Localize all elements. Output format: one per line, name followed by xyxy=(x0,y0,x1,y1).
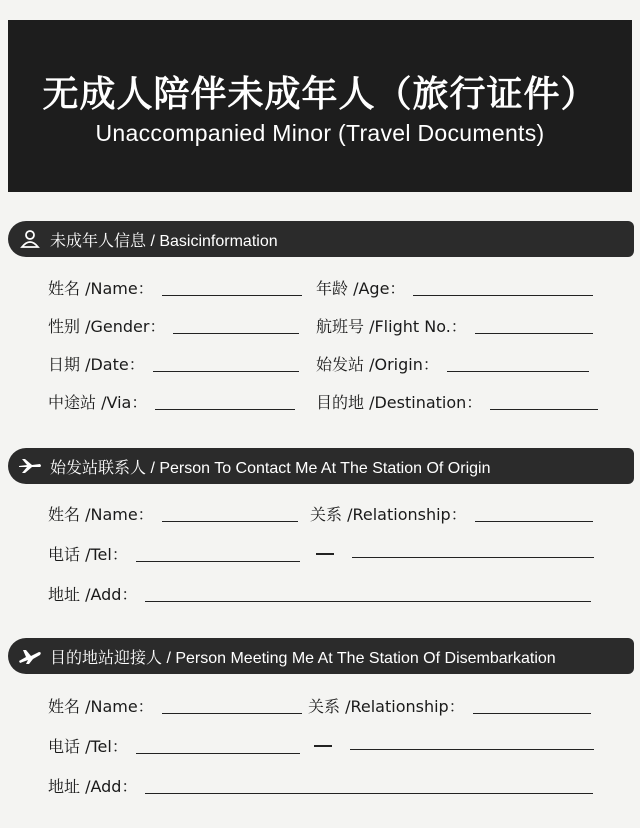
origin-contact-address-label: 地址 /Add： xyxy=(48,585,138,604)
age-field[interactable] xyxy=(316,276,593,299)
origin-contact-name-line[interactable] xyxy=(162,520,298,522)
via-field[interactable] xyxy=(48,390,295,413)
destination-contact-tel-line-2[interactable] xyxy=(350,748,594,750)
section-title-destination-contact: 目的地站迎接人 / Person Meeting Me At The Station Of Disembarkation xyxy=(50,649,556,667)
flight-no-field[interactable] xyxy=(316,314,593,337)
destination-contact-tel-line[interactable] xyxy=(136,752,300,754)
name-line[interactable] xyxy=(162,294,302,296)
airplane-departure-icon xyxy=(16,454,44,478)
destination-label: 目的地 /Destination： xyxy=(316,393,483,412)
destination-contact-relationship-line[interactable] xyxy=(473,712,591,714)
airplane-arrival-icon xyxy=(16,644,44,668)
destination-contact-tel-field[interactable] xyxy=(48,734,300,757)
destination-contact-name-line[interactable] xyxy=(162,712,302,714)
origin-line[interactable] xyxy=(447,370,589,372)
origin-contact-tel-line-2[interactable] xyxy=(352,556,594,558)
destination-contact-tel-dash xyxy=(314,745,332,747)
origin-contact-address-line[interactable] xyxy=(145,600,591,602)
destination-contact-address-label: 地址 /Add： xyxy=(48,777,138,796)
via-line[interactable] xyxy=(155,408,295,410)
name-label: 姓名 /Name： xyxy=(48,279,154,298)
age-line[interactable] xyxy=(413,294,593,296)
section-title-basic-info: 未成年人信息 / Basicinformation xyxy=(50,232,278,250)
via-label: 中途站 /Via： xyxy=(48,393,148,412)
destination-contact-name-field[interactable] xyxy=(48,694,302,717)
destination-contact-address-line[interactable] xyxy=(145,792,593,794)
person-icon xyxy=(16,227,44,251)
date-field[interactable] xyxy=(48,352,299,375)
gender-field[interactable] xyxy=(48,314,299,337)
date-line[interactable] xyxy=(153,370,299,372)
origin-contact-address-field[interactable] xyxy=(48,582,591,605)
destination-contact-address-field[interactable] xyxy=(48,774,593,797)
destination-contact-name-label: 姓名 /Name： xyxy=(48,697,154,716)
origin-contact-relationship-field[interactable] xyxy=(310,502,593,525)
section-title-origin-contact: 始发站联系人 / Person To Contact Me At The Station Of Origin xyxy=(50,459,491,477)
origin-contact-tel-line[interactable] xyxy=(136,560,300,562)
origin-label: 始发站 /Origin： xyxy=(316,355,439,374)
gender-line[interactable] xyxy=(173,332,299,334)
section-header-origin-contact xyxy=(8,448,634,484)
flight-no-label: 航班号 /Flight No.： xyxy=(316,317,467,336)
destination-contact-tel-label: 电话 /Tel： xyxy=(48,737,128,756)
destination-line[interactable] xyxy=(490,408,598,410)
title-english: Unaccompanied Minor (Travel Documents) xyxy=(95,120,545,146)
destination-field[interactable] xyxy=(316,390,598,413)
section-header-basic-info xyxy=(8,221,634,257)
header-banner xyxy=(8,20,632,192)
section-header-destination-contact xyxy=(8,638,634,674)
age-label: 年龄 /Age： xyxy=(316,279,406,298)
destination-contact-relationship-field[interactable] xyxy=(308,694,591,717)
origin-field[interactable] xyxy=(316,352,589,375)
origin-contact-tel-dash xyxy=(316,553,334,555)
origin-contact-relationship-line[interactable] xyxy=(475,520,593,522)
origin-contact-tel-field[interactable] xyxy=(48,542,300,565)
origin-contact-name-field[interactable] xyxy=(48,502,298,525)
origin-contact-tel-label: 电话 /Tel： xyxy=(48,545,128,564)
date-label: 日期 /Date： xyxy=(48,355,145,374)
name-field[interactable] xyxy=(48,276,302,299)
origin-contact-relationship-label: 关系 /Relationship： xyxy=(310,505,467,524)
destination-contact-relationship-label: 关系 /Relationship： xyxy=(308,697,465,716)
gender-label: 性别 /Gender： xyxy=(48,317,166,336)
flight-no-line[interactable] xyxy=(475,332,593,334)
title-chinese: 无成人陪伴未成年人（旅行证件） xyxy=(42,74,598,115)
origin-contact-name-label: 姓名 /Name： xyxy=(48,505,154,524)
